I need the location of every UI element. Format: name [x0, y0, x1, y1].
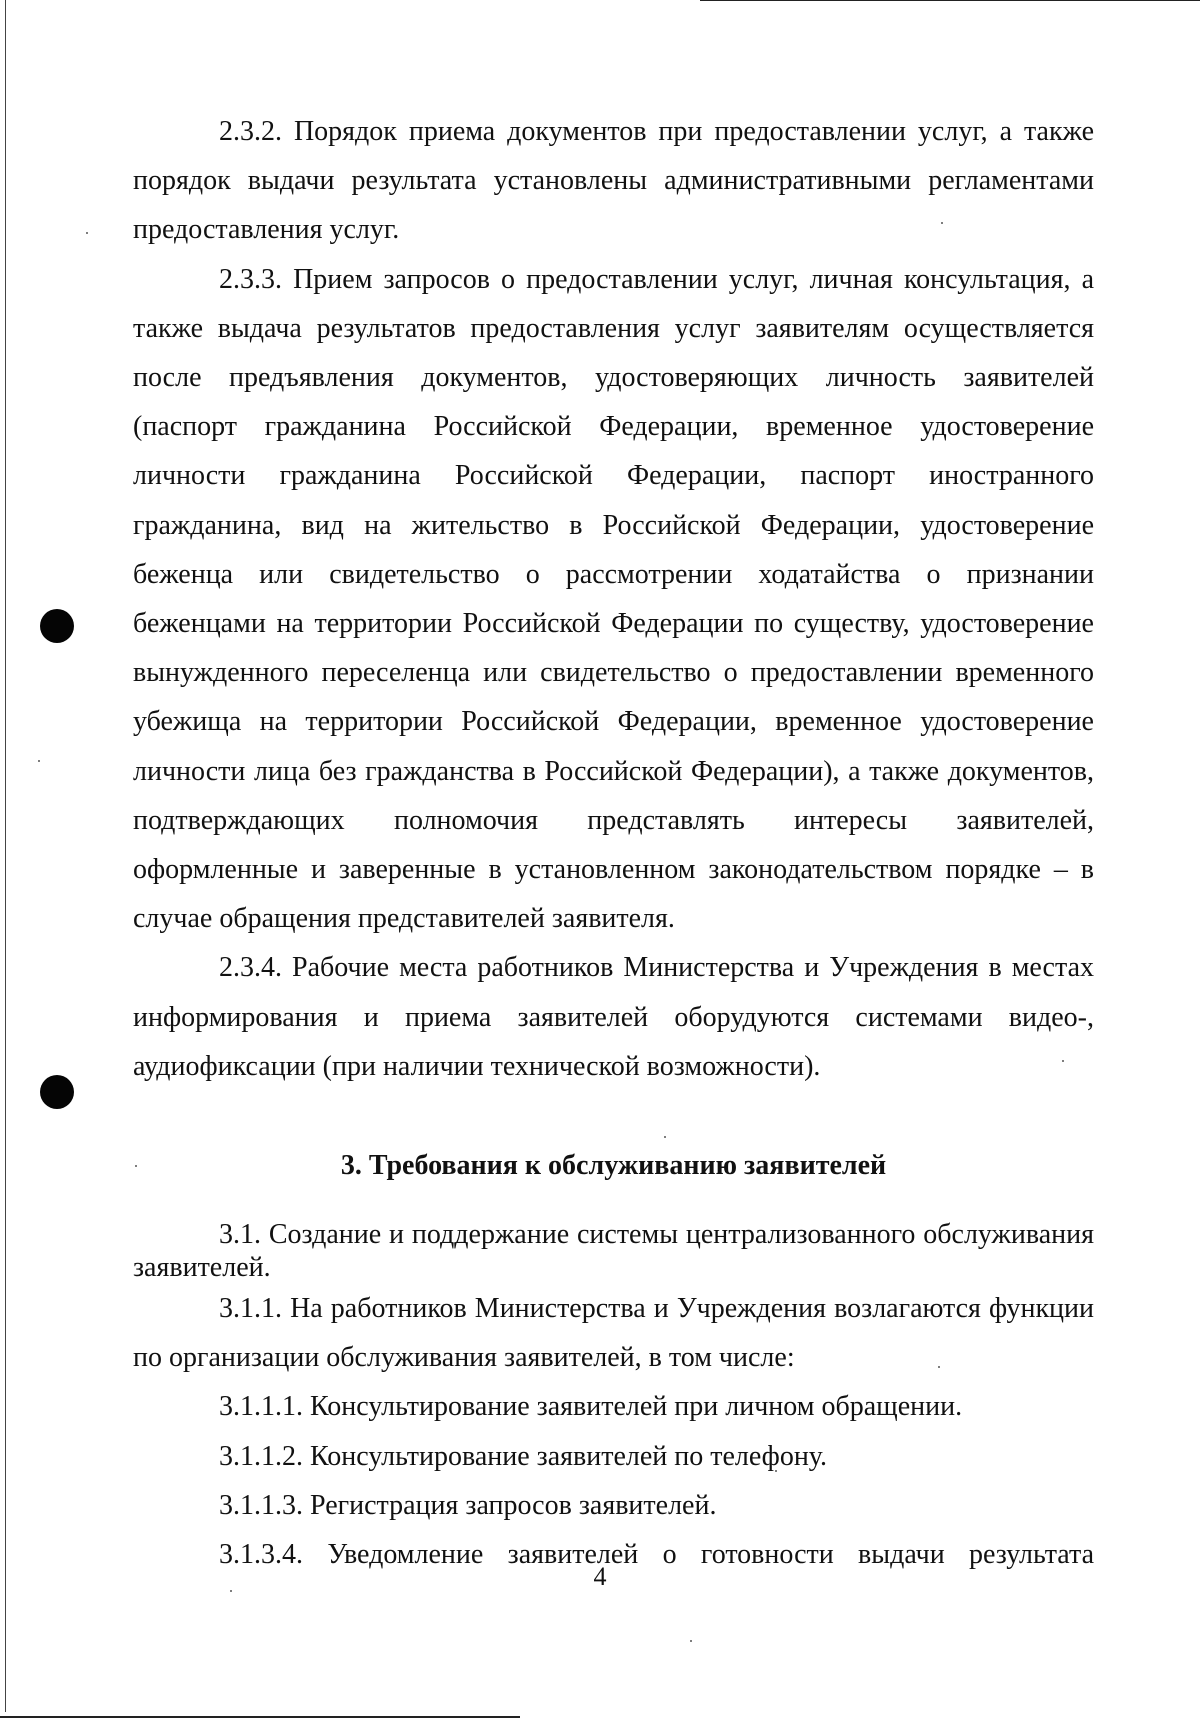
scan-speck	[664, 1136, 666, 1138]
item-3-1-3-4: 3.1.3.4. Уведомление заявителей о готовности выдачи результата	[219, 1539, 1094, 1571]
punch-hole-lower	[40, 1075, 74, 1109]
scan-edge-left	[5, 0, 6, 1712]
section-3-body	[133, 1218, 1094, 1579]
item-3-1: 3.1. Создание и поддержание системы централизованного обслуживания заявителей.	[133, 1219, 1094, 1283]
scan-speck	[86, 232, 88, 234]
scan-speck	[38, 760, 40, 762]
scan-edge-top	[700, 0, 1200, 1]
page-number: 4	[593, 1562, 607, 1591]
item-3-1-1-1: 3.1.1.1. Консультирование заявителей при личном обращении.	[219, 1391, 963, 1423]
item-3-1-1-3: 3.1.1.3. Регистрация запросов заявителей.	[219, 1489, 717, 1521]
body-text	[133, 107, 1094, 1091]
scan-speck	[690, 1640, 692, 1642]
item-3-1-1: 3.1.1. На работников Министерства и Учреждения возлагаются функции по организации обслуживания заявителей, в том числе:	[133, 1293, 1094, 1374]
paragraph-2-3-2: 2.3.2. Порядок приема документов при предоставлении услуг, а также порядок выдачи результата установлены административными регламентами предоставления услуг.	[133, 116, 1094, 246]
punch-hole-upper	[40, 609, 74, 643]
paragraph-2-3-4: 2.3.4. Рабочие места работников Министерства и Учреждения в местах информирования и приема заявителей оборудуются системами видео-, аудиофиксации (при наличии технической возможности).	[133, 952, 1094, 1082]
section-heading: 3. Требования к обслуживанию заявителей	[340, 1150, 887, 1181]
paragraph-2-3-3: 2.3.3. Прием запросов о предоставлении услуг, личная консультация, а также выдача результатов предоставления услуг заявителям осуществляется после предъявления документов, удостоверяющих личность заявителей (паспорт гражданина Российской Федерации, временное удостоверение личности гражданина Российской Федерации, паспорт иностранного гражданина, вид на жительство в Российской Федерации, удостоверение беженца или свидетельство о рассмотрении ходатайства о признании беженцами на территории Российской Федерации по существу, удостоверение вынужденного переселенца или свидетельство о предоставлении временного убежища на территории Российской Федерации, временное удостоверение личности лица без гражданства в Российской Федерации), а также документов, подтверждающих полномочия представлять интересы заявителей, оформленные и заверенные в установленном законодательством порядке – в случае обращения представителей заявителя.	[133, 263, 1094, 935]
item-3-1-1-2: 3.1.1.2. Консультирование заявителей по телефону.	[219, 1440, 828, 1472]
scan-edge-bottom	[0, 1716, 520, 1718]
